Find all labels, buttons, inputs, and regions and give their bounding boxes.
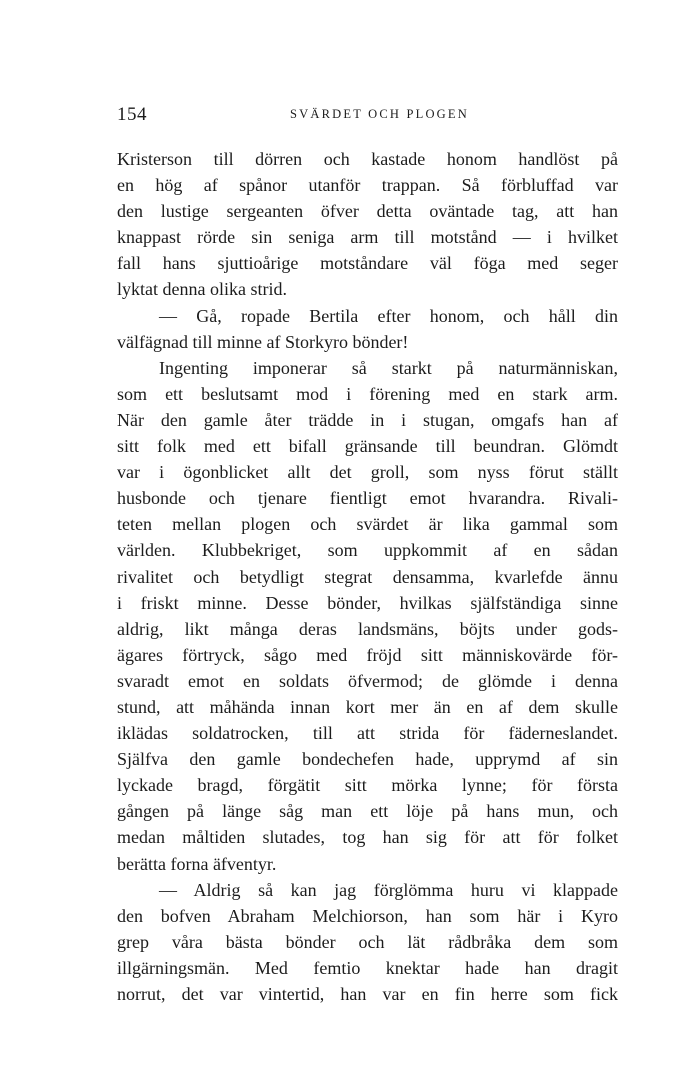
text-line: som ett beslutsamt mod i förening med en stark arm. xyxy=(117,383,618,404)
running-title: SVÄRDET OCH PLOGEN xyxy=(290,107,469,121)
text-line: världen. Klubbekriget, som uppkommit af en sådan xyxy=(117,540,618,561)
text-line: knappast rörde sin seniga arm till motstånd — i hvilket xyxy=(117,227,618,248)
text-line: iklädas soldatrocken, till att strida för fäderneslandet. xyxy=(117,723,618,744)
text-line: en hög af spånor utanför trappan. Så förbluffad var xyxy=(117,175,618,196)
page-number: 154 xyxy=(117,104,147,125)
text-line: teten mellan plogen och svärdet är lika gammal som xyxy=(117,514,618,535)
text-line: var i ögonblicket allt det groll, som nyss förut ställt xyxy=(117,462,618,483)
text-line: i friskt minne. Desse bönder, hvilkas själfständiga sinne xyxy=(117,592,618,613)
text-line: lyktat denna olika strid. xyxy=(117,279,287,300)
text-line: berätta forna äfventyr. xyxy=(117,853,277,874)
text-line: fall hans sjuttioårige motståndare väl föga med seger xyxy=(117,253,618,274)
text-line: Kristerson till dörren och kastade honom handlöst på xyxy=(117,149,618,169)
text-line: Ingenting imponerar så starkt på naturmänniskan, xyxy=(159,357,618,378)
text-line: norrut, det var vintertid, han var en fin herre som fick xyxy=(117,984,618,1004)
text-line: den lustige sergeanten öfver detta oväntade tag, att han xyxy=(117,201,618,222)
text-line: Själfva den gamle bondechefen hade, upprymd af sin xyxy=(117,749,618,770)
body-text xyxy=(117,146,618,1007)
text-line: ägares förtryck, sågo med fröjd sitt människovärde för- xyxy=(117,644,618,665)
text-line: välfägnad till minne af Storkyro bönder! xyxy=(117,331,409,352)
running-head xyxy=(117,104,618,128)
text-line: — Gå, ropade Bertila efter honom, och håll din xyxy=(159,305,618,326)
text-line: stund, att måhända innan kort mer än en af dem skulle xyxy=(117,696,618,717)
text-line: illgärningsmän. Med femtio knektar hade han dragit xyxy=(117,957,618,978)
text-line: gången på länge såg man ett löje på hans mun, och xyxy=(117,801,618,822)
text-line: husbonde och tjenare fientligt emot hvarandra. Rivali- xyxy=(117,488,618,509)
text-line: lyckade bragd, förgätit sitt mörka lynne; för första xyxy=(117,775,618,796)
text-line: aldrig, likt många deras landsmäns, böjts under gods- xyxy=(117,618,618,639)
text-line: — Aldrig så kan jag förglömma huru vi klappade xyxy=(159,879,618,900)
text-line: sitt folk med ett bifall gränsande till beundran. Glömdt xyxy=(117,436,618,457)
text-line: grep våra bästa bönder och lät rådbråka dem som xyxy=(117,931,618,952)
text-line: svaradt emot en soldats öfvermod; de glömde i denna xyxy=(117,670,618,691)
text-line: rivalitet och betydligt stegrat densamma, kvarlefde ännu xyxy=(117,566,618,587)
text-line: När den gamle åter trädde in i stugan, omgafs han af xyxy=(117,409,618,430)
text-line: medan måltiden slutades, tog han sig för att för folket xyxy=(117,827,618,848)
text-line: den bofven Abraham Melchiorson, han som här i Kyro xyxy=(117,905,618,926)
